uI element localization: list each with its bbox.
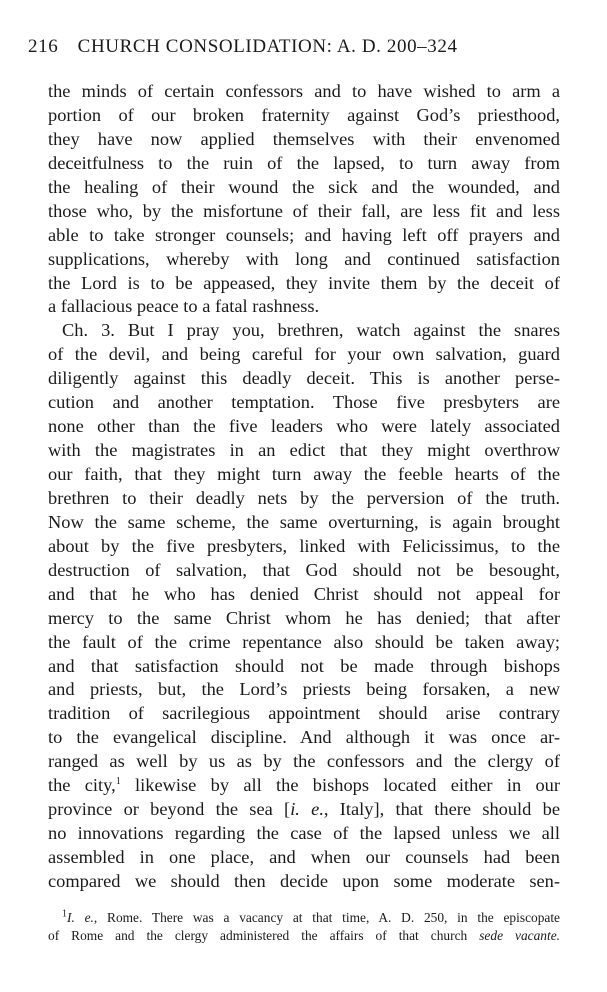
footnote-italic: sede vacante.	[479, 927, 560, 943]
text-line-with-footnote	[48, 774, 560, 798]
text-line: they have now applied themselves with their envenomed	[48, 128, 560, 149]
text-segment: , Italy], that there should be	[323, 799, 560, 820]
text-line: with the magistrates in an edict that they might overthrow	[48, 440, 560, 461]
running-header	[28, 36, 588, 58]
footnote-text: , Rome. There was a vacancy at that time, A. D. 250, in the episcopate	[93, 910, 561, 925]
footnote	[48, 909, 560, 944]
text-line: the Lord is to be appeased, they invite them by the deceit of	[48, 272, 560, 293]
text-line: mercy to the same Christ whom he has denied; that after	[48, 607, 560, 628]
text-line: to the evangelical discipline. And although it was once ar-	[48, 727, 560, 748]
text-line: our faith, that they might turn away the feeble hearts of the	[48, 464, 560, 484]
text-line: none other than the five leaders who were lately associated	[48, 416, 560, 437]
text-line: assembled in one place, and when our counsels had been	[48, 847, 560, 867]
footnote-lead: I. e.	[67, 910, 94, 925]
text-line: of the devil, and being careful for your own salvation, guard	[48, 344, 560, 365]
text-segment: likewise by all the bishops located either in our	[120, 775, 560, 796]
text-line: tradition of sacrilegious appointment should arise contrary	[48, 703, 560, 724]
text-line: ranged as well by us as by the confessors and the clergy of	[48, 751, 560, 772]
text-line: the fault of the crime repentance also should be taken away;	[48, 631, 560, 652]
text-segment: the city,	[48, 775, 116, 796]
text-segment: province or beyond the sea [	[48, 799, 291, 820]
text-line: Now the same scheme, the same overturning, is again brought	[48, 511, 560, 532]
text-line: a fallacious peace to a fatal rashness.	[48, 296, 320, 317]
footnote-marker: 1	[115, 776, 121, 788]
text-line: no innovations regarding the case of the lapsed unless we all	[48, 823, 560, 844]
text-line	[48, 798, 560, 822]
body-text	[48, 80, 560, 894]
text-line: brethren to their deadly nets by the perversion of the truth.	[48, 487, 560, 508]
text-line: diligently against this deadly deceit. This is another perse-	[48, 368, 560, 389]
footnote-line	[48, 909, 560, 927]
footnote-number: 1	[62, 908, 67, 920]
text-line: portion of our broken fraternity against God’s priesthood,	[48, 104, 560, 125]
text-line: the healing of their wound the sick and the wounded, and	[48, 176, 560, 197]
text-line: about by the five presbyters, linked with Felicissimus, to the	[48, 535, 560, 556]
text-line: those who, by the misfortune of their fall, are less fit and less	[48, 200, 560, 221]
italic-abbrev: i. e.	[290, 799, 324, 820]
text-line: and that satisfaction should not be made through bishops	[48, 655, 560, 676]
text-line: cution and another temptation. Those five presbyters are	[48, 392, 560, 413]
text-line: supplications, whereby with long and continued satisfaction	[48, 248, 560, 269]
footnote-line	[48, 927, 560, 945]
running-title: CHURCH CONSOLIDATION: A. D. 200–324	[77, 36, 458, 57]
text-line: compared we should then decide upon some moderate sen-	[48, 870, 560, 891]
page-number: 216	[28, 36, 59, 57]
text-line: destruction of salvation, that God should not be besought,	[48, 559, 560, 580]
text-line: deceitfulness to the ruin of the lapsed, to turn away from	[48, 152, 560, 173]
text-line: and that he who has denied Christ should not appeal for	[48, 583, 560, 604]
text-line: Ch. 3. But I pray you, brethren, watch against the snares	[62, 320, 560, 341]
text-line: the minds of certain confessors and to have wished to arm a	[48, 81, 560, 101]
text-line: and priests, but, the Lord’s priests being forsaken, a new	[48, 679, 560, 700]
text-line: able to take stronger counsels; and having left off prayers and	[48, 224, 560, 245]
footnote-text: of Rome and the clergy administered the affairs of that church	[48, 927, 480, 943]
